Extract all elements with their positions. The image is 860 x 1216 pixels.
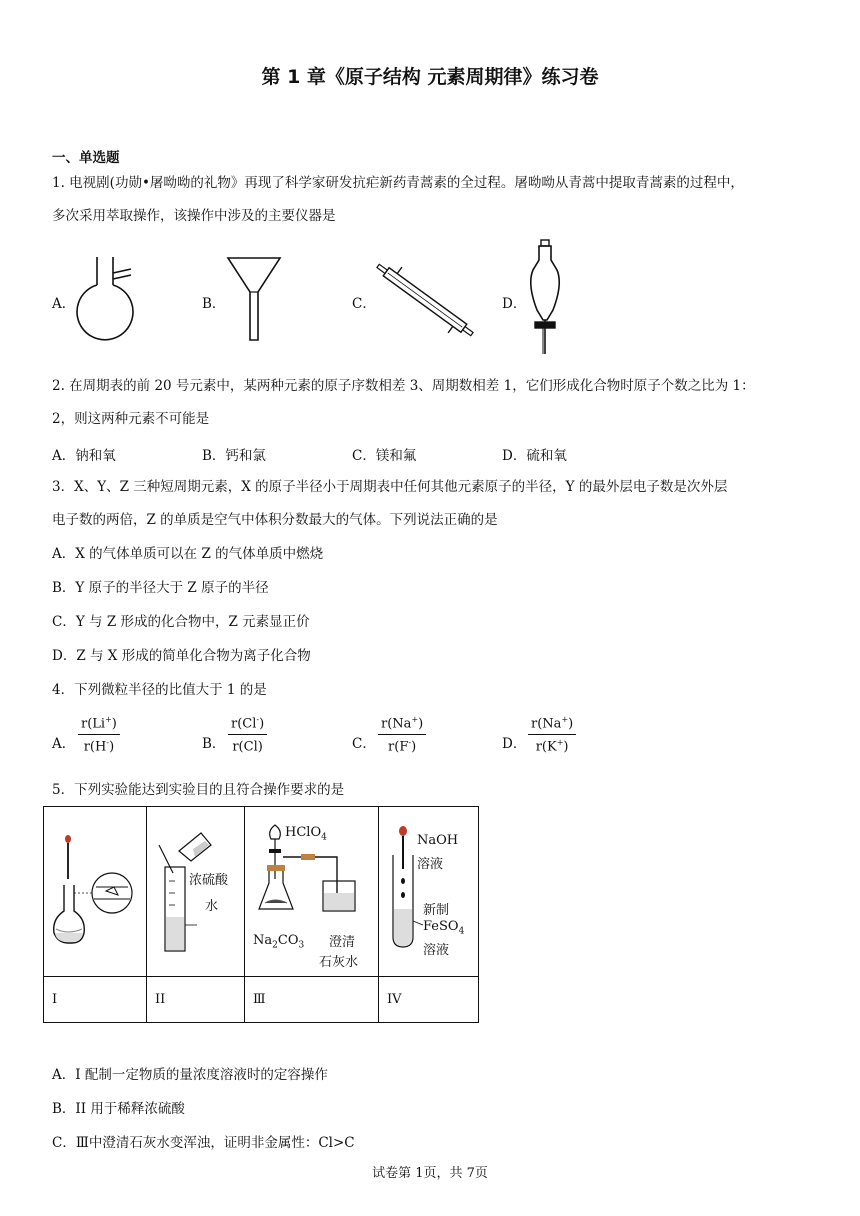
na-text: Na xyxy=(253,933,273,948)
q5-text: 5．下列实验能达到实验目的且符合操作要求的是 xyxy=(52,782,345,798)
q4-option-b[interactable]: B． xyxy=(202,736,226,752)
q4-option-d[interactable]: D． xyxy=(502,736,527,752)
caption-3: Ⅲ xyxy=(245,977,379,1023)
num-charge: + xyxy=(105,715,112,724)
page-title: 第 1 章《原子结构 元素周期律》练习卷 xyxy=(261,66,599,88)
separatory-funnel-icon xyxy=(523,238,567,358)
q2-option-c[interactable]: C．镁和氟 xyxy=(352,448,417,464)
caption-4: IV xyxy=(379,977,479,1023)
num-element: Cl xyxy=(242,716,257,732)
num-charge: + xyxy=(561,715,569,724)
fresh-label: 新制 xyxy=(423,903,450,918)
q3-option-c[interactable]: C．Y 与 Z 形成的化合物中，Z 元素显正价 xyxy=(52,614,310,630)
q5-option-a[interactable]: A．I 配制一定物质的量浓度溶液时的定容操作 xyxy=(52,1067,328,1083)
feso4-solution-label: 溶液 xyxy=(423,943,450,958)
q5-option-c[interactable]: C．Ⅲ中澄清石灰水变浑浊，证明非金属性：Cl>C xyxy=(52,1135,355,1151)
den-charge: + xyxy=(556,738,564,748)
q4-option-a[interactable]: A． xyxy=(52,736,76,752)
hclo4-text: HClO xyxy=(285,825,322,840)
experiment-1-figure xyxy=(44,807,147,977)
conc-acid-label: 浓硫酸 xyxy=(189,873,229,888)
limewater-label-1: 澄清 xyxy=(329,935,356,950)
q2-text-line2: 2，则这两种元素不可能是 xyxy=(52,411,210,427)
limewater-label-2: 石灰水 xyxy=(319,955,359,970)
q4-option-d-fraction: $\frac{r(Na^+)}{r(K^+)}$ xyxy=(528,715,576,755)
q4-text: 4．下列微粒半径的比值大于 1 的是 xyxy=(52,682,267,698)
den-element: Cl xyxy=(243,739,258,755)
den-element: H xyxy=(95,739,107,755)
q3-option-d[interactable]: D．Z 与 X 形成的简单化合物为离子化合物 xyxy=(52,648,311,664)
volumetric-flask-icon xyxy=(52,835,144,955)
num-element: Na xyxy=(392,716,412,732)
q3-text-line1: 3．X、Y、Z 三种短周期元素，X 的原子半径小于周期表中任何其他元素原子的半径，Y 的最外层电子数是次外层 xyxy=(52,479,728,495)
q3-text-line2: 电子数的两倍，Z 的单质是空气中体积分数最大的气体。下列说法正确的是 xyxy=(52,512,498,528)
q3-option-a[interactable]: A．X 的气体单质可以在 Z 的气体单质中燃烧 xyxy=(52,546,324,562)
experiment-2-figure xyxy=(147,807,245,977)
den-element: F xyxy=(399,739,409,755)
dilution-setup-icon xyxy=(153,827,213,957)
q1-text-line2: 多次采用萃取操作，该操作中涉及的主要仪器是 xyxy=(52,208,336,224)
q1-option-c[interactable]: C． xyxy=(352,296,376,312)
num-element: Na xyxy=(542,716,562,732)
num-charge: + xyxy=(411,715,419,724)
q4-option-b-fraction: $\frac{r(Cl^-)}{r(Cl)}$ xyxy=(228,715,267,755)
q1-text-line1: 1. 电视剧(功勋•屠呦呦的礼物》再现了科学家研发抗疟新药青蒿素的全过程。屠呦呦从青蒿中提取青蒿素的过程中， xyxy=(52,175,744,191)
num-charge: - xyxy=(256,715,260,724)
q2-text-line1: 2. 在周期表的前 20 号元素中，某两种元素的原子序数相差 3、周期数相差 1，它们形成化合物时原子个数之比为 1： xyxy=(52,378,755,394)
na2co3-label: $Na_2CO_3$ xyxy=(253,933,305,951)
hclo4-label xyxy=(285,825,327,843)
section-heading: 一、单选题 xyxy=(52,150,120,166)
den-element: K xyxy=(547,739,557,755)
water-label: 水 xyxy=(205,899,219,914)
q2-option-b[interactable]: B．钙和氯 xyxy=(202,448,266,464)
page-footer: 试卷第 1页，共 7页 xyxy=(372,1166,488,1181)
naoh-label: NaOH xyxy=(417,833,459,848)
experiment-4-figure xyxy=(379,807,479,977)
num-element: Li xyxy=(92,716,106,732)
q1-option-d[interactable]: D． xyxy=(502,296,527,312)
den-charge: - xyxy=(408,738,412,748)
co-text: CO xyxy=(277,933,299,948)
condenser-icon xyxy=(375,255,475,345)
hclo4-subscript: 4 xyxy=(321,832,327,843)
q2-option-a[interactable]: A．钠和氧 xyxy=(52,448,116,464)
experiment-table xyxy=(43,806,479,1023)
q4-option-a-fraction: $\frac{r(Li^+)}{r(H^-)}$ xyxy=(78,715,120,755)
q4-option-c-fraction: $\frac{r(Na^+)}{r(F^-)}$ xyxy=(378,715,426,755)
feso4-subscript: 4 xyxy=(458,926,465,937)
round-bottom-flask-icon xyxy=(75,255,135,345)
q1-option-a[interactable]: A． xyxy=(52,296,76,312)
den-charge: - xyxy=(106,738,110,748)
caption-1: I xyxy=(44,977,147,1023)
caption-2: II xyxy=(147,977,245,1023)
q2-option-d[interactable]: D．硫和氧 xyxy=(502,448,567,464)
q4-option-c[interactable]: C． xyxy=(352,736,376,752)
q5-option-b[interactable]: B．II 用于稀释浓硫酸 xyxy=(52,1101,185,1117)
q3-option-b[interactable]: B．Y 原子的半径大于 Z 原子的半径 xyxy=(52,580,269,596)
feso-text: FeSO xyxy=(423,919,459,934)
feso4-label xyxy=(423,919,464,937)
funnel-icon xyxy=(226,256,282,346)
experiment-3-figure xyxy=(245,807,379,977)
q1-option-b[interactable]: B． xyxy=(202,296,226,312)
naoh-solution-label: 溶液 xyxy=(417,857,444,872)
